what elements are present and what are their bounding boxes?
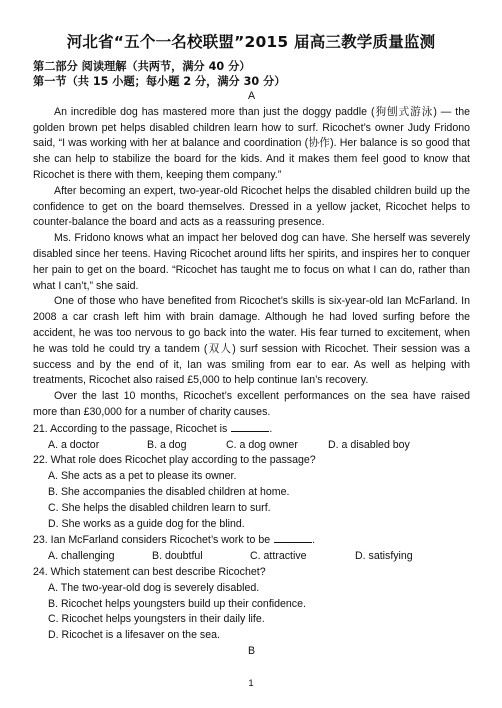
page-number: 1 — [248, 678, 254, 689]
option-b: B. doubtful — [152, 550, 203, 563]
option-c: C. attractive — [250, 550, 307, 563]
gloss-cn-1: 狗刨式游泳 — [374, 105, 434, 118]
option-c: C. a dog owner — [226, 438, 298, 451]
option-a: A. a doctor — [48, 438, 100, 451]
question-21-end: . — [269, 422, 273, 435]
section-heading: 第一节（共 15 小题；每小题 2 分，满分 30 分） — [33, 75, 286, 88]
part-heading: 第二部分 阅读理解（共两节，满分 40 分） — [33, 60, 251, 73]
document-title: 河北省“五个一名校联盟”2015 届高三教学质量监测 — [66, 33, 436, 51]
gloss-cn-2: 协作 — [308, 137, 331, 150]
paragraph-1 — [33, 105, 470, 184]
option-a: A. She acts as a pet to please its owner. — [48, 470, 237, 483]
passage-label-b: B — [247, 644, 256, 657]
question-22: 22. What role does Ricochet play according to the passage? — [33, 454, 316, 467]
answer-blank — [274, 532, 312, 543]
question-24: 24. Which statement can best describe Ricochet? — [33, 565, 266, 578]
paragraph-5: Over the last 10 months, Ricochet’s excellent performances on the sea have raised more than £30,000 for a number of charity causes. — [33, 390, 470, 418]
option-a: A. The two-year-old dog is severely disabled. — [48, 581, 260, 594]
paragraph-2: After becoming an expert, two-year-old Ricochet helps the disabled children build up the confidence to get on the board themselves. Dressed in a yellow jacket, Ricochet helps to counter-balance the board and acts as a reassuring presence. — [33, 184, 470, 229]
paragraph-4-text: One of those who have benefited from Ricochet’s skills is six-year-old Ian McFarland. In 2008 a car crash left him with brain damage. Although he had loved surfing before the accident, he was too nervous to go back into the water. His fear turned to excitement, when he was told he could try a tandem ( — [33, 295, 470, 355]
paragraph-1-text-3: ). Her balance is so good that she can help to stabilize the board for the kids. And it makes them feel good to know that Ricochet is there with them, keeping them company.” — [33, 137, 471, 181]
paragraph-1-text-2: ) — the golden brown pet helps disabled children learn how to surf. Ricochet’s owner Judy Fridono said, “I was working with her at balance and coordination ( — [33, 105, 470, 150]
passage-label-a: A — [247, 90, 256, 102]
paragraph-4 — [33, 294, 470, 389]
option-b: B. She accompanies the disabled children at home. — [48, 485, 290, 498]
question-23-stem: 23. Ian McFarland considers Ricochet’s work to be — [33, 534, 271, 547]
paragraph-3: Ms. Fridono knows what an impact her beloved dog can have. She herself was severely disabled since her teens. Having Ricochet around lifts her spirits, and inspires her to conquer her pain to get on the board. “Ricochet has taught me to focus on what I can do, rather than what I can’t,” she said. — [33, 232, 470, 292]
option-a: A. challenging — [48, 550, 115, 563]
option-b: B. a dog — [147, 438, 187, 451]
option-c: C. She helps the disabled children learn to surf. — [48, 501, 271, 514]
option-d: D. She works as a guide dog for the blind. — [48, 517, 245, 530]
question-23-end: . — [312, 534, 316, 547]
passage-body — [33, 89, 470, 660]
option-b: B. Ricochet helps youngsters build up their confidence. — [48, 597, 306, 610]
paragraph-4-text-2: ) surf session with Ricochet. Their session was a success and by the end of it, Ian was smiling from ear to ear. As well as helping with treatments, Ricochet also raised £5,000 to help continue Ian’s recovery. — [33, 342, 471, 387]
question-21-stem: 21. According to the passage, Ricochet is — [33, 422, 228, 435]
question-23-options — [33, 549, 470, 565]
gloss-cn-3: 双人 — [207, 342, 233, 355]
answer-blank — [231, 421, 269, 432]
option-d: D. a disabled boy — [328, 438, 410, 451]
paragraph-1-text: An incredible dog has mastered more than just the doggy paddle ( — [54, 105, 375, 118]
question-23 — [33, 532, 470, 549]
option-c: C. Ricochet helps youngsters in their daily life. — [48, 613, 265, 626]
option-d: D. satisfying — [355, 550, 413, 563]
option-d: D. Ricochet is a lifesaver on the sea. — [48, 629, 220, 642]
question-21 — [33, 421, 470, 438]
question-21-options — [33, 438, 470, 454]
